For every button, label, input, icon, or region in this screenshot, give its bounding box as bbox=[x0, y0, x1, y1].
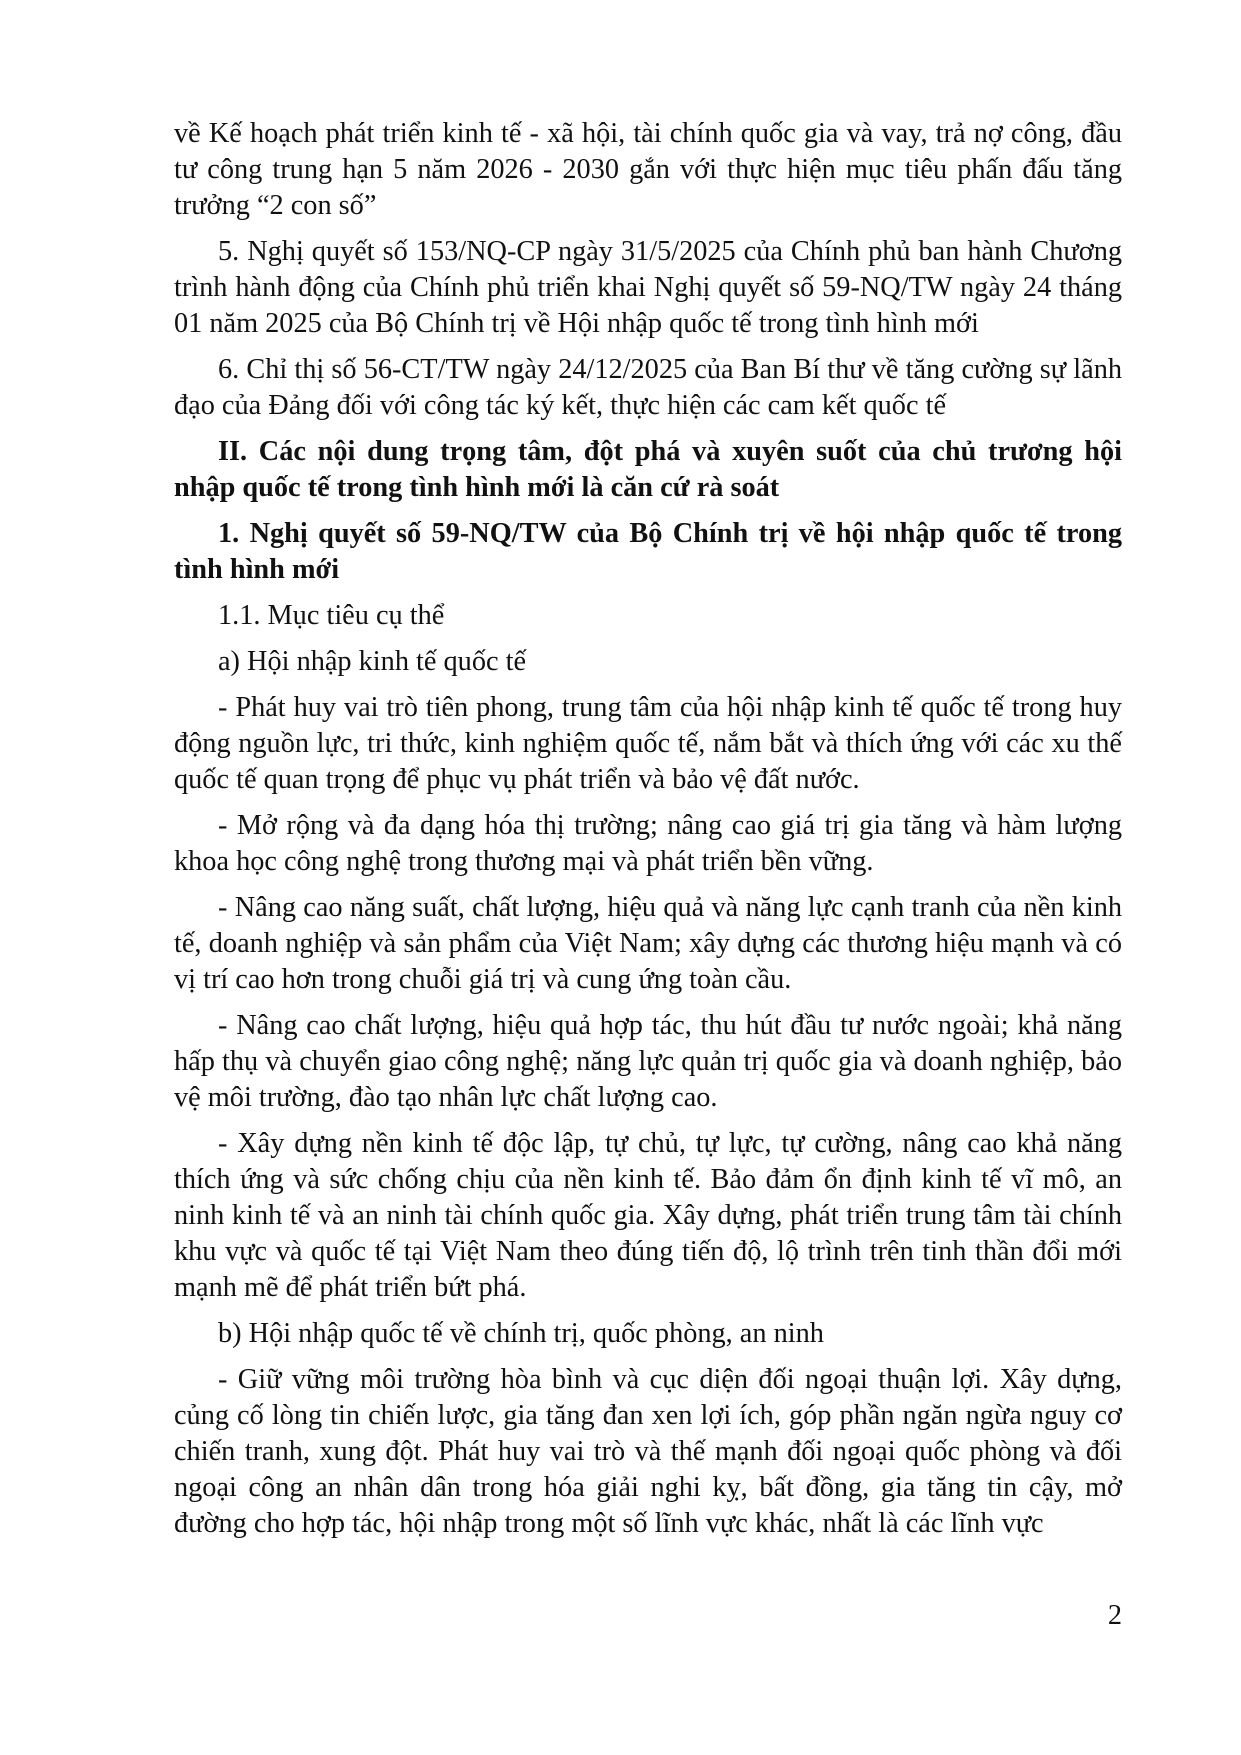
page-number: 2 bbox=[1107, 1600, 1122, 1631]
bullet-paragraph: - Phát huy vai trò tiên phong, trung tâm của hội nhập kinh tế quốc tế trong huy động nguồn lực, tri thức, kinh nghiệm quốc tế, nắm bắt và thích ứng với các xu thế quốc tế quan trọng để phục vụ phát triển và bảo vệ đất nước. bbox=[174, 692, 1122, 795]
document-page bbox=[174, 116, 1122, 1552]
subheading-b: b) Hội nhập quốc tế về chính trị, quốc phòng, an ninh bbox=[218, 1318, 824, 1349]
bullet-paragraph: - Nâng cao năng suất, chất lượng, hiệu quả và năng lực cạnh tranh của nền kinh tế, doanh nghiệp và sản phẩm của Việt Nam; xây dựng các thương hiệu mạnh và có vị trí cao hơn trong chuỗi giá trị và cung ứng toàn cầu. bbox=[174, 892, 1122, 995]
bullet-paragraph: - Mở rộng và đa dạng hóa thị trường; nâng cao giá trị gia tăng và hàm lượng khoa học công nghệ trong thương mại và phát triển bền vững. bbox=[174, 810, 1122, 877]
subheading-a: a) Hội nhập kinh tế quốc tế bbox=[218, 646, 527, 677]
bullet-paragraph: - Nâng cao chất lượng, hiệu quả hợp tác, thu hút đầu tư nước ngoài; khả năng hấp thụ và chuyển giao công nghệ; năng lực quản trị quốc gia và doanh nghiệp, bảo vệ môi trường, đào tạo nhân lực chất lượng cao. bbox=[174, 1010, 1122, 1113]
paragraph-continuation: về Kế hoạch phát triển kinh tế - xã hội, tài chính quốc gia và vay, trả nợ công, đầu tư công trung hạn 5 năm 2026 - 2030 gắn với thực hiện mục tiêu phấn đấu tăng trưởng “2 con số” bbox=[174, 118, 1122, 221]
bullet-paragraph: - Xây dựng nền kinh tế độc lập, tự chủ, tự lực, tự cường, nâng cao khả năng thích ứng và sức chống chịu của nền kinh tế. Bảo đảm ổn định kinh tế vĩ mô, an ninh kinh tế và an ninh tài chính quốc gia. Xây dựng, phát triển trung tâm tài chính khu vực và quốc tế tại Việt Nam theo đúng tiến độ, lộ trình trên tinh thần đổi mới mạnh mẽ để phát triển bứt phá. bbox=[174, 1128, 1122, 1303]
subsection-heading-1: 1. Nghị quyết số 59-NQ/TW của Bộ Chính trị về hội nhập quốc tế trong tình hình mới bbox=[174, 518, 1122, 585]
subsection-heading-1-1: 1.1. Mục tiêu cụ thể bbox=[218, 600, 445, 631]
paragraph-item-5: 5. Nghị quyết số 153/NQ-CP ngày 31/5/2025 của Chính phủ ban hành Chương trình hành động của Chính phủ triển khai Nghị quyết số 59-NQ/TW ngày 24 tháng 01 năm 2025 của Bộ Chính trị về Hội nhập quốc tế trong tình hình mới bbox=[174, 236, 1122, 339]
paragraph-item-6: 6. Chỉ thị số 56-CT/TW ngày 24/12/2025 của Ban Bí thư về tăng cường sự lãnh đạo của Đảng đối với công tác ký kết, thực hiện các cam kết quốc tế bbox=[174, 354, 1122, 421]
bullet-paragraph: - Giữ vững môi trường hòa bình và cục diện đối ngoại thuận lợi. Xây dựng, củng cố lòng tin chiến lược, gia tăng đan xen lợi ích, góp phần ngăn ngừa nguy cơ chiến tranh, xung đột. Phát huy vai trò và thế mạnh đối ngoại quốc phòng và đối ngoại công an nhân dân trong hóa giải nghi kỵ, bất đồng, gia tăng tin cậy, mở đường cho hợp tác, hội nhập trong một số lĩnh vực khác, nhất là các lĩnh vực bbox=[174, 1364, 1122, 1539]
section-heading-ii: II. Các nội dung trọng tâm, đột phá và xuyên suốt của chủ trương hội nhập quốc tế trong tình hình mới là căn cứ rà soát bbox=[174, 436, 1122, 503]
